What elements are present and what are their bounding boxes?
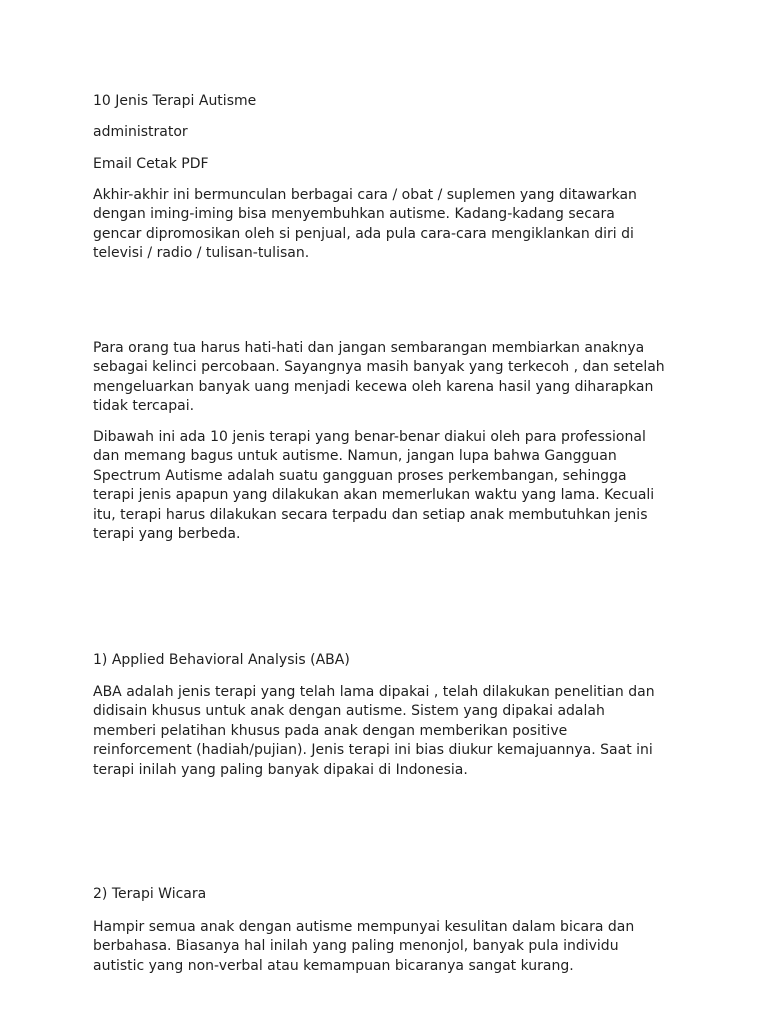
paragraph-line: Hampir semua anak dengan autisme mempunyai kesulitan dalam bicara dan xyxy=(93,919,635,935)
paragraph-line: autistic yang non-verbal atau kemampuan bicaranya sangat kurang. xyxy=(93,957,574,974)
paragraph-line: Dibawah ini ada 10 jenis terapi yang benar-benar diakui oleh para professional xyxy=(93,429,646,445)
warning-paragraph xyxy=(93,339,693,417)
paragraph-line: Para orang tua harus hati-hati dan jangan sembarangan membiarkan anaknya xyxy=(93,340,645,356)
paragraph-line: terapi jenis apapun yang dilakukan akan memerlukan waktu yang lama. Kecuali xyxy=(93,487,655,504)
paragraph-line: didisain khusus untuk anak dengan autisme. Sistem yang dipakai adalah xyxy=(93,703,605,720)
paragraph-line: memberi pelatihan khusus pada anak dengan memberikan positive xyxy=(93,722,568,739)
paragraph-line: mengeluarkan banyak uang menjadi kecewa oleh karena hasil yang diharapkan xyxy=(93,378,654,395)
paragraph-line: televisi / radio / tulisan-tulisan. xyxy=(93,245,310,262)
section1-paragraph xyxy=(93,683,693,780)
actions-line: Email Cetak PDF xyxy=(93,156,209,172)
paragraph-line: terapi yang berbeda. xyxy=(93,526,241,543)
paragraph-line: ABA adalah jenis terapi yang telah lama dipakai , telah dilakukan penelitian dan xyxy=(93,684,655,700)
paragraph-line: terapi inilah yang paling banyak dipakai di Indonesia. xyxy=(93,761,468,778)
paragraph-line: Spectrum Autisme adalah suatu gangguan proses perkembangan, sehingga xyxy=(93,467,627,484)
paragraph-line: Akhir-akhir ini bermunculan berbagai cara / obat / suplemen yang ditawarkan xyxy=(93,187,637,203)
paragraph-line: dan memang bagus untuk autisme. Namun, jangan lupa bahwa Gangguan xyxy=(93,448,617,465)
paragraph-line: tidak tercapai. xyxy=(93,398,195,415)
paragraph-line: sebagai kelinci percobaan. Sayangnya masih banyak yang terkecoh , dan setelah xyxy=(93,359,665,376)
section2-heading: 2) Terapi Wicara xyxy=(93,886,207,902)
section1-heading: 1) Applied Behavioral Analysis (ABA) xyxy=(93,652,350,668)
author-line: administrator xyxy=(93,124,188,140)
paragraph-line: itu, terapi harus dilakukan secara terpadu dan setiap anak membutuhkan jenis xyxy=(93,506,648,523)
paragraph-line: reinforcement (hadiah/pujian). Jenis terapi ini bias diukur kemajuannya. Saat ini xyxy=(93,742,653,759)
list-intro-paragraph xyxy=(93,428,693,544)
intro-paragraph xyxy=(93,186,693,264)
paragraph-line: dengan iming-iming bisa menyembuhkan autisme. Kadang-kadang secara xyxy=(93,206,615,223)
paragraph-line: berbahasa. Biasanya hal inilah yang paling menonjol, banyak pula individu xyxy=(93,938,619,955)
paragraph-line: gencar dipromosikan oleh si penjual, ada pula cara-cara mengiklankan diri di xyxy=(93,225,634,242)
document-title: 10 Jenis Terapi Autisme xyxy=(93,93,257,109)
section2-paragraph xyxy=(93,918,693,976)
